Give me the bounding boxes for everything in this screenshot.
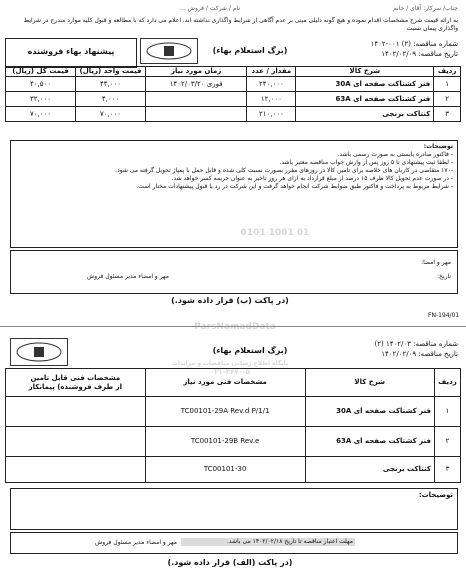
tender2-date-label: تاریخ مناقصه:	[418, 350, 458, 358]
col-desc: شرح کالا	[296, 67, 434, 77]
col-qty: مقدار / عدد	[247, 67, 296, 77]
cell-total: ۳۲,۰۰۰	[6, 92, 76, 107]
cell-tech	[6, 427, 146, 457]
watermark-phone: ۰۲۱-۴۶۷۰-۵	[210, 368, 250, 376]
table-row	[6, 107, 461, 122]
cell-desc: کنتاکت برنجی	[305, 457, 434, 483]
cell-qty: ۲۴۰,۰۰۰	[247, 77, 296, 92]
tender-date-value: ۱۴۰۲/۰۲/۰۹	[381, 50, 417, 58]
cell-qty: ۲۱۰,۰۰۰	[247, 107, 296, 122]
cell-time	[146, 92, 247, 107]
table-header-row	[6, 67, 461, 77]
envelope-b: (در پاکت (ب) قرار داده شود.)	[171, 296, 289, 305]
note-line: - فاکتور صادره بایستی به صورت رسمی باشد.	[337, 151, 453, 158]
cell-spec: TC00101-29B Rev.e	[145, 427, 305, 457]
watermark-site: پایگاه اطلاع رسانی مناقصات و مزایدات	[171, 360, 289, 367]
cell-unit: ۴,۰۰۰	[76, 92, 146, 107]
notes-box	[10, 140, 458, 248]
signature-label-2: مهر و امضاء مدیر مسئول فروش	[94, 539, 177, 546]
proposal-title: پیشنهاد بهاء فروشنده	[27, 47, 115, 56]
cell-row: ۲	[434, 427, 460, 457]
cell-time	[146, 107, 247, 122]
note-line: -۱۷۰ متقاضی در کاربان های خلاصه برای تامین کالا در روزهای مقرر بصورت نسبت کلی شده و قابل حمل با پمپاژ تحویل گرفته می شود.	[115, 167, 453, 174]
col-total: قیمت کل (ریال)	[6, 67, 76, 77]
table-row	[6, 77, 461, 92]
price-table	[5, 66, 461, 122]
note-line: - شرایط مربوط به پرداخت و فاکتور طبق ضوابط شرکت انجام خواهد گرفت و این شرکت در رد یا قبول پیشنهادات مختار است.	[136, 183, 453, 190]
tender2-number-label: شماره مناقصه:	[413, 340, 458, 348]
cell-row: ۲	[434, 92, 461, 107]
cell-desc: کنتاکت برنجی	[296, 107, 434, 122]
cell-qty: ۱۲,۰۰۰	[247, 92, 296, 107]
signature-box	[10, 250, 458, 294]
table-row	[6, 397, 461, 427]
envelope-a: (در پاکت (الف) قرار داده شود.)	[167, 558, 293, 567]
cell-time-a: فوری	[206, 79, 223, 88]
col-time: زمان مورد نیاز	[146, 67, 247, 77]
form-title: (برگ استعلام بهاء)	[212, 46, 288, 55]
form2-title: (برگ استعلام بهاء)	[212, 346, 288, 355]
table-row	[6, 457, 461, 483]
proposal-box	[5, 38, 137, 68]
tech-title: مشخصات فنی قابل تامین	[30, 373, 121, 382]
company-seal-2	[10, 338, 68, 366]
cell-desc: فنر کشتاکت صفحه ای 63A	[296, 92, 434, 107]
stamp-label: مهر و امضا:	[421, 259, 451, 266]
notes-title: توضیحات:	[423, 143, 453, 150]
watermark-brand: ParsNamadData	[194, 322, 276, 332]
col-desc: شرح کالا	[305, 369, 434, 397]
cell-time-b: ۱۴۰۲/۰۳/۲۰	[169, 79, 205, 88]
form-code: FN-194/01	[428, 312, 460, 319]
col-tech	[6, 369, 146, 397]
cell-unit: ۴۴,۰۰۰	[76, 77, 146, 92]
intro-text: به ارائه قیمت شرح مشخصات اقدام نموده و هیچ گونه دلیلی مبنی بر عدم آگاهی از شرایط واگذاری نداشته اند. اعلام می دارد که با مطالعه و قبول کلیه موارد مندرج در شرایط واگذاری پیمان نسبت	[23, 17, 458, 32]
notes-title-2: توضیحات:	[418, 491, 453, 499]
cell-row: ۱	[434, 77, 461, 92]
page-divider	[0, 326, 466, 327]
notes-box-2	[10, 488, 458, 530]
company-seal	[140, 38, 198, 64]
cell-tech	[6, 457, 146, 483]
header-recipient: جناب/ سرکار: آقای / خانم	[393, 5, 458, 12]
validity-note: مهلت اعتبار مناقصه تا تاریخ ۱۴۰۲/۰۲/۱۸ می باشد.	[181, 538, 355, 546]
cell-spec: TC00101-29A Rev.d P/1/1	[145, 397, 305, 427]
cell-desc: فنر کشتاکت صفحه ای 30A	[305, 397, 434, 427]
col-row: ردیف	[434, 369, 460, 397]
cell-total: ۷۰,۰۰۰	[6, 107, 76, 122]
tender-number	[270, 40, 458, 49]
signature-label: مهر و امضاء مدیر مسئول فروش	[86, 273, 169, 280]
table-header-row	[6, 369, 461, 397]
table-row	[6, 92, 461, 107]
cell-row: ۱	[434, 397, 460, 427]
note-line: - لطفا ثبت پیشنهادی تا ۵ روز پس از وارش جواب مناقصه معتبر باشد.	[279, 159, 453, 166]
col-row: ردیف	[434, 67, 461, 77]
cell-desc: فنر کشتاکت صفحه ای 30A	[296, 77, 434, 92]
cell-unit: ۷۰,۰۰۰	[76, 107, 146, 122]
tender2-date-value: ۱۴۰۲/۰۲/۰۹	[381, 350, 417, 358]
watermark-digits: 0101 1001 01	[240, 228, 310, 238]
tender2-date	[270, 350, 458, 359]
cell-tech	[6, 397, 146, 427]
cell-row: ۳	[434, 457, 460, 483]
tender-number-label: شماره مناقصه:	[413, 40, 458, 48]
cell-desc: فنر کشتاکت صفحه ای 63A	[305, 427, 434, 457]
date-label: تاریخ:	[437, 273, 451, 280]
cell-spec: TC00101-30	[145, 457, 305, 483]
spec-table	[5, 368, 461, 483]
table-row	[6, 427, 461, 457]
col-spec: مشخصات فنی مورد نیاز	[145, 369, 305, 397]
signature-box-2	[10, 532, 458, 554]
note-line: - در صورت عدم تحویل کالا ظرف ۱۵ درصد از مبلغ قرارداد به ازای هر روز تاخیر به عنوان جریمه کسر خواهد شد.	[171, 175, 453, 182]
col-unit: قیمت واحد (ریال)	[76, 67, 146, 77]
cell-time	[146, 77, 247, 92]
header-company: نام / شرکت / فروش ...	[180, 5, 240, 12]
tender-number-value: (۲) ۰۰۱-۱۴۰۲	[370, 40, 411, 48]
tender-date	[270, 50, 458, 59]
tender-date-label: تاریخ مناقصه:	[418, 50, 458, 58]
tech-sub: از طرف فروشنده) پیمانکار	[28, 382, 122, 391]
tender2-number-value: ۱۴۰۲/۰۳ (۲)	[374, 340, 411, 348]
cell-row: ۳	[434, 107, 461, 122]
tender2-number	[270, 340, 458, 349]
cell-total: ۴۰,۵۰۰	[6, 77, 76, 92]
